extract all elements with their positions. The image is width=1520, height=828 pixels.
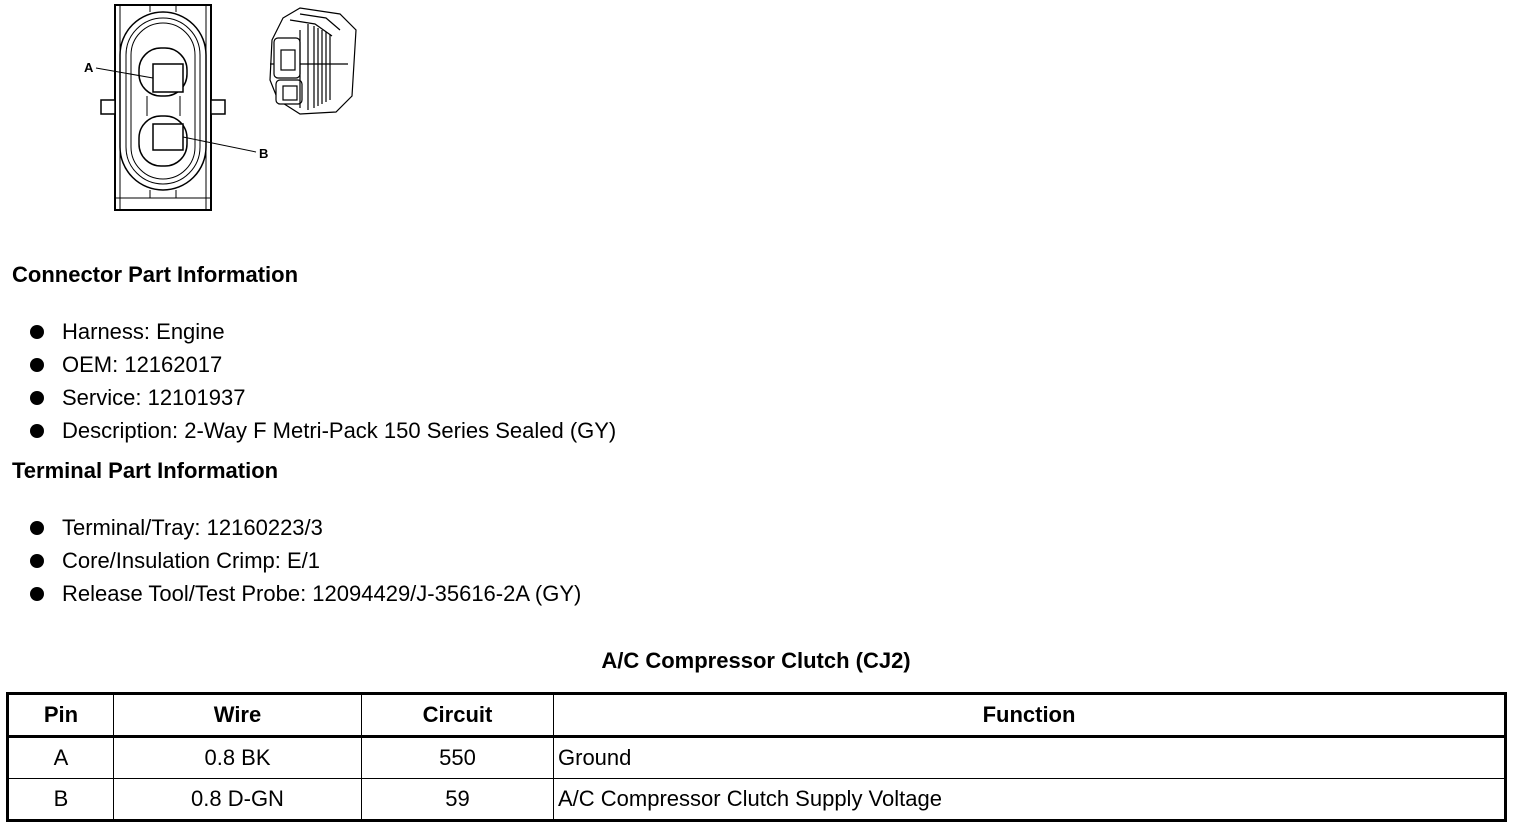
connector-info-service: Service: 12101937	[62, 385, 246, 410]
terminal-info-tray: Terminal/Tray: 12160223/3	[62, 515, 323, 540]
right-tab	[211, 100, 225, 114]
cell-function: Ground	[554, 737, 1506, 779]
list-item	[0, 414, 616, 447]
bullet-icon	[30, 521, 44, 535]
cell-pin: B	[8, 779, 114, 821]
bullet-icon	[30, 554, 44, 568]
cell-wire: 0.8 BK	[114, 737, 362, 779]
cell-pin: A	[8, 737, 114, 779]
column-header-circuit: Circuit	[362, 694, 554, 737]
terminal-info-heading: Terminal Part Information	[12, 458, 279, 483]
cell-circuit: 550	[362, 737, 554, 779]
cell-wire: 0.8 D-GN	[114, 779, 362, 821]
table-row	[8, 737, 1506, 779]
connector-isometric-view	[270, 8, 356, 114]
callout-a-label: A	[84, 60, 94, 75]
list-item	[0, 348, 616, 381]
list-item	[0, 511, 581, 544]
connector-info-description: Description: 2-Way F Metri-Pack 150 Series Sealed (GY)	[62, 418, 617, 443]
connector-info-harness: Harness: Engine	[62, 319, 225, 344]
callout-b-label: B	[259, 146, 269, 161]
terminal-a	[153, 64, 183, 92]
bullet-icon	[30, 358, 44, 372]
left-tab	[101, 100, 115, 114]
cell-circuit: 59	[362, 779, 554, 821]
table-row	[8, 779, 1506, 821]
connector-diagram	[0, 0, 400, 220]
list-item	[0, 577, 581, 610]
list-item	[0, 544, 581, 577]
bullet-icon	[30, 587, 44, 601]
terminal-b	[153, 124, 183, 150]
column-header-function: Function	[554, 694, 1506, 737]
column-header-wire: Wire	[114, 694, 362, 737]
connector-face-drawing	[0, 0, 400, 220]
bullet-icon	[30, 325, 44, 339]
pin-table-title: A/C Compressor Clutch (CJ2)	[601, 648, 911, 673]
connector-info-list	[0, 315, 616, 447]
cell-function: A/C Compressor Clutch Supply Voltage	[554, 779, 1506, 821]
column-header-pin: Pin	[8, 694, 114, 737]
connector-info-heading: Connector Part Information	[12, 262, 299, 287]
bullet-icon	[30, 424, 44, 438]
bullet-icon	[30, 391, 44, 405]
list-item	[0, 315, 616, 348]
pin-table	[6, 692, 1507, 822]
terminal-info-crimp: Core/Insulation Crimp: E/1	[62, 548, 320, 573]
table-header-row	[8, 694, 1506, 737]
terminal-info-release-tool: Release Tool/Test Probe: 12094429/J-35616-2A (GY)	[62, 581, 582, 606]
list-item	[0, 381, 616, 414]
terminal-info-list	[0, 511, 581, 610]
connector-info-oem: OEM: 12162017	[62, 352, 223, 377]
